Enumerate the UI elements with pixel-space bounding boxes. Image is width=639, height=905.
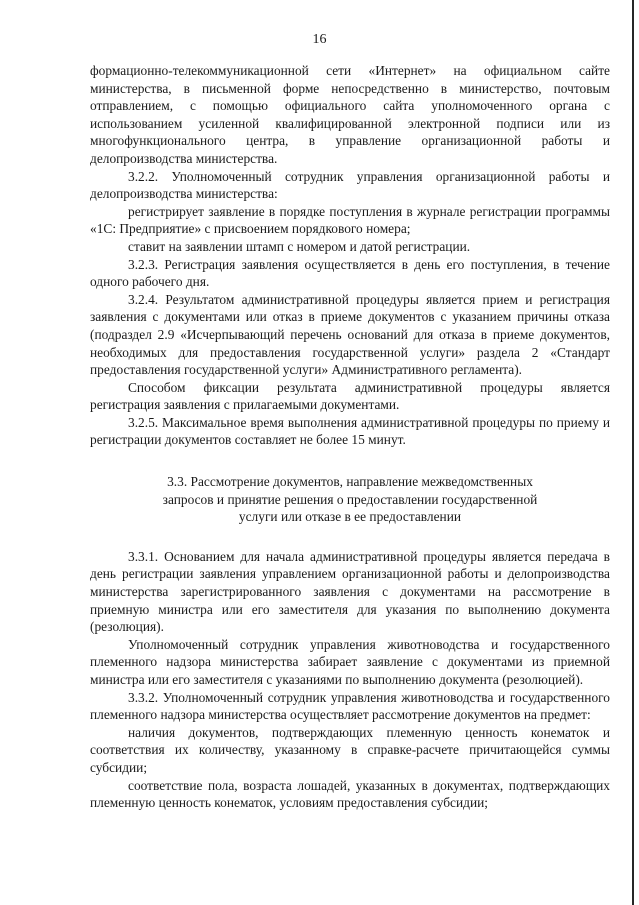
- paragraph: формационно-телекоммуникационной сети «Интернет» на официальном сайте министерства, в письменной форме непосредственно в министерство, почтовым отправлением, с помощью официального сайта уполномоченного органа с использованием усиленной квалифицированной электронной подписи или из многофункционального центра, в управление организационной работы и делопроизводства министерства.: [90, 63, 610, 166]
- document-body: [90, 62, 610, 812]
- paragraph: ставит на заявлении штамп с номером и датой регистрации.: [128, 238, 471, 254]
- paragraph: 3.2.3. Регистрация заявления осуществляется в день его поступления, в течение одного рабочего дня.: [90, 256, 610, 290]
- paragraph: 3.2.5. Максимальное время выполнения административной процедуры по приему и регистрации документов составляет не более 15 минут.: [90, 414, 610, 448]
- paragraph: Уполномоченный сотрудник управления животноводства и государственного племенного надзора министерства забирает заявление с документами из приемной министра или его заместителя с указаниями по выполнению документа (резолюцией).: [90, 636, 610, 687]
- paragraph: 3.2.2. Уполномоченный сотрудник управления организационной работы и делопроизводства министерства:: [90, 168, 610, 202]
- paragraph: регистрирует заявление в порядке поступления в журнале регистрации программы «1С: Предприятие» с присвоением порядкового номера;: [90, 203, 610, 237]
- page-edge-line: [632, 0, 634, 905]
- paragraph: 3.3.2. Уполномоченный сотрудник управления животноводства и государственного племенного надзора министерства осуществляет рассмотрение документов на предмет:: [90, 689, 610, 723]
- paragraph: 3.2.4. Результатом административной процедуры является прием и регистрация заявления с документами или отказ в приеме документов с указанием причины отказа (подраздел 2.9 «Исчерпывающий перечень оснований для отказа в приеме документов, необходимых для предоставления государственной услуги» раздела 2 «Стандарт предоставления государственной услуги» Административного регламента).: [90, 291, 610, 378]
- heading-line: услуги или отказе в ее предоставлении: [238, 509, 462, 525]
- paragraph: 3.3.1. Основанием для начала административной процедуры является передача в день регистрации заявления управлением организационной работы и делопроизводства министерства зарегистрированного заявления с документами на рассмотрение в приемную министра или его заместителя для указания по выполнению документа (резолюция).: [90, 548, 610, 635]
- page-number: 16: [312, 32, 327, 47]
- section-heading: [90, 473, 610, 526]
- heading-line: запросов и принятие решения о предоставлении государственной: [162, 491, 538, 507]
- paragraph: наличия документов, подтверждающих племенную ценность конематок и соответствия их количеству, указанному в справке-расчете причитающейся суммы субсидии;: [90, 724, 610, 775]
- paragraph: соответствие пола, возраста лошадей, указанных в документах, подтверждающих племенную ценность конематок, условиям предоставления субсидии;: [90, 777, 610, 811]
- paragraph: Способом фиксации результата административной процедуры является регистрация заявления с прилагаемыми документами.: [90, 379, 610, 413]
- heading-line: 3.3. Рассмотрение документов, направление межведомственных: [167, 474, 533, 490]
